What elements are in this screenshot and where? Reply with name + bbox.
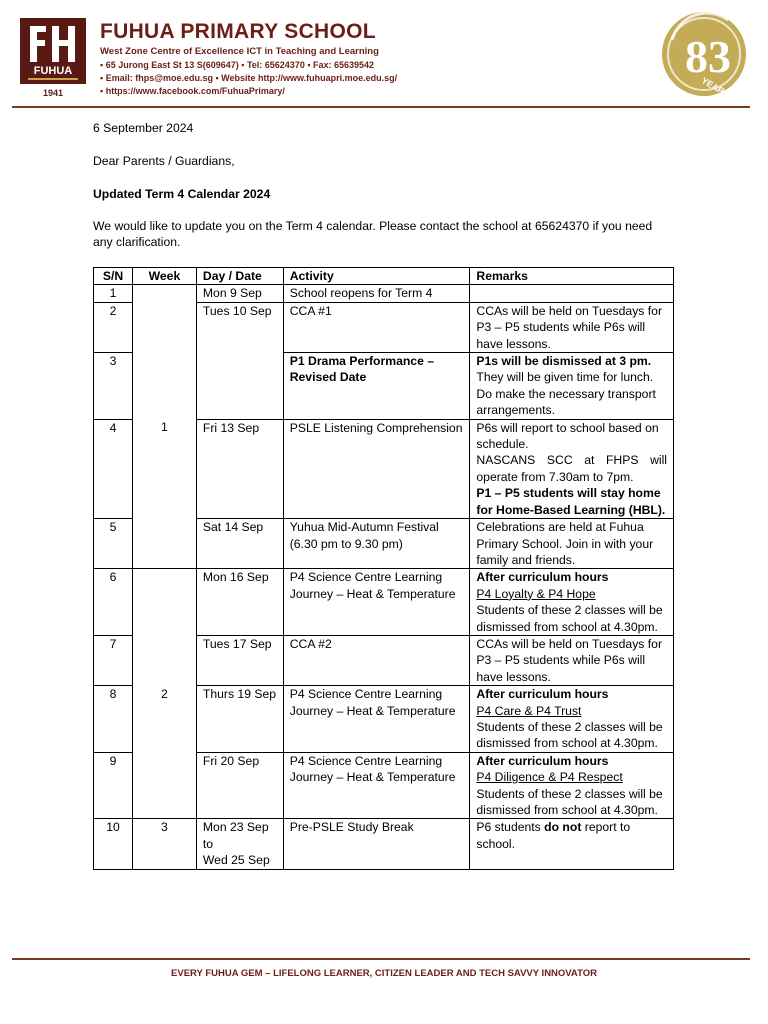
col-header-remarks: Remarks [470, 268, 674, 285]
cell-sn: 4 [94, 419, 133, 518]
remarks-line: NASCANS SCC at FHPS will operate from 7.30am to 7pm. [476, 453, 667, 484]
contact-email-website[interactable]: ▪ Email: fhps@moe.edu.sg ▪ Website http://www.fuhuapri.moe.edu.sg/ [100, 73, 398, 83]
remarks-bold: do not [544, 820, 582, 835]
anniversary-badge [658, 10, 752, 98]
cell-remarks [470, 353, 674, 420]
badge-word: YEARS [699, 75, 732, 98]
cell-activity: P4 Science Centre Learning Journey – Heat & Temperature [283, 752, 470, 819]
cell-activity: Yuhua Mid-Autumn Festival (6.30 pm to 9.30 pm) [283, 519, 470, 569]
cell-activity: P1 Drama Performance – Revised Date [283, 353, 470, 420]
cell-sn: 10 [94, 819, 133, 869]
cell-day: Thurs 19 Sep [196, 686, 283, 753]
cell-remarks: Celebrations are held at Fuhua Primary School. Join in with your family and friends. [470, 519, 674, 569]
col-header-activity: Activity [283, 268, 470, 285]
remarks-line: Students of these 2 classes will be dismissed from school at 4.30pm. [476, 786, 663, 817]
cell-week: 1 [132, 285, 196, 569]
cell-remarks [470, 285, 674, 302]
day-end: Wed 25 Sep [202, 853, 270, 868]
cell-remarks [470, 752, 674, 819]
logo-fh-icon [20, 18, 86, 84]
cell-day: Sat 14 Sep [196, 519, 283, 569]
cell-remarks [470, 419, 674, 518]
cell-remarks: CCAs will be held on Tuesdays for P3 – P5 students while P6s will have lessons. [470, 635, 674, 685]
cell-sn: 8 [94, 686, 133, 753]
cell-sn: 2 [94, 302, 133, 352]
school-tagline: West Zone Centre of Excellence ICT in Teaching and Learning [100, 46, 379, 57]
school-logo [20, 18, 86, 102]
cell-activity: PSLE Listening Comprehension [283, 419, 470, 518]
cell-activity: CCA #1 [283, 302, 470, 352]
letter-salutation: Dear Parents / Guardians, [93, 154, 235, 168]
table-row [94, 819, 674, 869]
table-header-row [94, 268, 674, 285]
cell-day: Tues 17 Sep [196, 635, 283, 685]
contact-facebook[interactable]: ▪ https://www.facebook.com/FuhuaPrimary/ [100, 86, 285, 96]
cell-sn: 1 [94, 285, 133, 302]
cell-day: Tues 10 Sep [196, 302, 283, 419]
remarks-line: P6 students [476, 820, 541, 835]
cell-sn: 3 [94, 353, 133, 420]
contact-address: ▪ 65 Jurong East St 13 S(609647) ▪ Tel: 65624370 ▪ Fax: 65639542 [100, 60, 375, 70]
founding-year: 1941 [42, 88, 64, 98]
cell-day: Fri 20 Sep [196, 752, 283, 819]
83-years-badge-icon [658, 10, 752, 98]
cell-sn: 6 [94, 569, 133, 636]
term-calendar-table [93, 267, 674, 870]
remarks-line: Do make the necessary transport arrangements. [476, 386, 656, 418]
remarks-bold: After curriculum hours [476, 753, 609, 768]
cell-day: Mon 16 Sep [196, 569, 283, 636]
remarks-classes: P4 Loyalty & P4 Hope [476, 586, 596, 601]
remarks-bold: P1 – P5 students will stay home for Home-Based Learning (HBL). [476, 486, 666, 517]
school-name: FUHUA PRIMARY SCHOOL [100, 20, 376, 43]
col-header-sn: S/N [94, 268, 133, 285]
logo-mark [20, 18, 86, 84]
badge-number: 83 [685, 31, 731, 82]
letter-date: 6 September 2024 [93, 121, 194, 135]
letter-intro: We would like to update you on the Term 4 calendar. Please contact the school at 65624370 if you need any clarification. [93, 219, 653, 249]
day-to: to [202, 836, 214, 851]
remarks-line: Students of these 2 classes will be dismissed from school at 4.30pm. [476, 603, 663, 634]
cell-sn: 9 [94, 752, 133, 819]
cell-day [196, 819, 283, 869]
footer-divider [12, 958, 750, 960]
footer-motto: EVERY FUHUA GEM – LIFELONG LEARNER, CITIZEN LEADER AND TECH SAVVY INNOVATOR [171, 968, 597, 979]
cell-activity: School reopens for Term 4 [283, 285, 470, 302]
cell-remarks [470, 819, 674, 869]
cell-activity: Pre-PSLE Study Break [283, 819, 470, 869]
cell-remarks: CCAs will be held on Tuesdays for P3 – P5 students while P6s will have lessons. [470, 302, 674, 352]
cell-week: 2 [132, 569, 196, 819]
day-start: Mon 23 Sep [202, 820, 269, 835]
cell-day: Mon 9 Sep [196, 285, 283, 302]
cell-day: Fri 13 Sep [196, 419, 283, 518]
remarks-line: They will be given time for lunch. [476, 370, 654, 385]
remarks-bold: After curriculum hours [476, 570, 609, 585]
cell-activity: P4 Science Centre Learning Journey – Heat & Temperature [283, 569, 470, 636]
cell-sn: 7 [94, 635, 133, 685]
header-divider [12, 106, 750, 108]
cell-activity: P4 Science Centre Learning Journey – Heat & Temperature [283, 686, 470, 753]
remarks-bold: P1s will be dismissed at 3 pm. [476, 354, 652, 369]
remarks-line: Students of these 2 classes will be dismissed from school at 4.30pm. [476, 719, 663, 751]
cell-sn: 5 [94, 519, 133, 569]
remarks-bold: After curriculum hours [476, 687, 609, 702]
cell-week: 3 [132, 819, 196, 869]
cell-remarks [470, 686, 674, 753]
col-header-day: Day / Date [196, 268, 283, 285]
cell-activity: CCA #2 [283, 635, 470, 685]
table-row [94, 285, 674, 302]
remarks-classes: P4 Care & P4 Trust [476, 703, 582, 718]
remarks-line: P6s will report to school based on schedule. [476, 420, 659, 452]
cell-remarks [470, 569, 674, 636]
remarks-classes: P4 Diligence & P4 Respect [476, 770, 623, 785]
col-header-week: Week [132, 268, 196, 285]
letter-subject: Updated Term 4 Calendar 2024 [93, 187, 271, 201]
logo-wordmark: FUHUA [33, 65, 73, 77]
remarks-line: report to school. [476, 820, 631, 851]
table-row [94, 569, 674, 636]
